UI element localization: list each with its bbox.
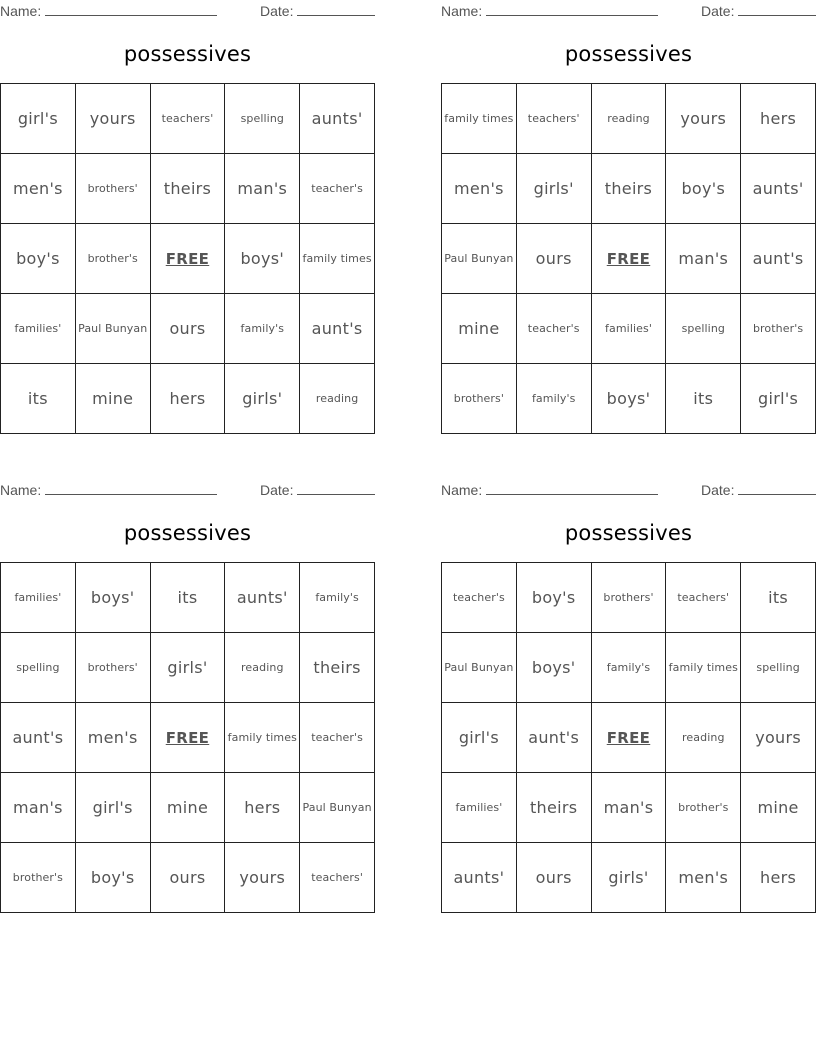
date-blank-line[interactable] — [297, 482, 375, 495]
bingo-cell[interactable]: family's — [300, 563, 375, 633]
bingo-cell[interactable]: its — [666, 364, 741, 434]
bingo-cell[interactable]: man's — [666, 224, 741, 294]
name-date-row — [441, 0, 816, 22]
bingo-cell[interactable]: aunt's — [517, 703, 592, 773]
bingo-cell[interactable]: girl's — [76, 773, 151, 843]
name-field — [441, 482, 658, 498]
bingo-cell[interactable]: hers — [151, 364, 226, 434]
bingo-cell[interactable]: men's — [442, 154, 517, 224]
date-label: Date: — [260, 3, 294, 19]
bingo-cell[interactable]: reading — [592, 84, 667, 154]
bingo-cell[interactable]: ours — [517, 843, 592, 913]
bingo-cell[interactable]: girl's — [741, 364, 816, 434]
bingo-cell[interactable]: ours — [151, 843, 226, 913]
name-label: Name: — [441, 482, 483, 498]
bingo-cell[interactable]: Paul Bunyan — [76, 294, 151, 364]
bingo-cell[interactable]: theirs — [517, 773, 592, 843]
bingo-cell[interactable]: teacher's — [442, 563, 517, 633]
card-title: possessives — [123, 42, 252, 66]
bingo-cell[interactable]: brothers' — [76, 633, 151, 703]
bingo-grid — [0, 83, 375, 434]
bingo-cell[interactable]: teachers' — [300, 843, 375, 913]
date-blank-line[interactable] — [738, 3, 816, 16]
free-space-cell[interactable]: FREE — [151, 224, 226, 294]
bingo-cell[interactable]: family times — [225, 703, 300, 773]
bingo-cell[interactable]: man's — [1, 773, 76, 843]
bingo-cell[interactable]: brother's — [741, 294, 816, 364]
bingo-cell[interactable]: aunt's — [1, 703, 76, 773]
bingo-grid — [441, 562, 816, 913]
bingo-cell[interactable]: teachers' — [666, 563, 741, 633]
bingo-cell[interactable]: ours — [151, 294, 226, 364]
bingo-cell[interactable]: men's — [1, 154, 76, 224]
name-label: Name: — [441, 3, 483, 19]
bingo-cell[interactable]: teacher's — [300, 154, 375, 224]
bingo-cell[interactable]: reading — [225, 633, 300, 703]
bingo-cell[interactable]: mine — [151, 773, 226, 843]
bingo-cell[interactable]: aunt's — [741, 224, 816, 294]
name-field — [0, 482, 217, 498]
name-blank-line[interactable] — [45, 3, 217, 16]
bingo-cell[interactable]: boys' — [517, 633, 592, 703]
bingo-cell[interactable]: spelling — [741, 633, 816, 703]
bingo-cell[interactable]: man's — [225, 154, 300, 224]
bingo-cell[interactable]: hers — [741, 84, 816, 154]
bingo-cell[interactable]: yours — [225, 843, 300, 913]
free-space-cell[interactable]: FREE — [592, 224, 667, 294]
bingo-cell[interactable]: families' — [1, 294, 76, 364]
name-date-row — [0, 479, 375, 501]
bingo-cell[interactable]: girl's — [1, 84, 76, 154]
date-label: Date: — [260, 482, 294, 498]
bingo-cell[interactable]: mine — [76, 364, 151, 434]
bingo-cell[interactable]: girl's — [442, 703, 517, 773]
card-title: possessives — [123, 521, 252, 545]
bingo-cell[interactable]: theirs — [592, 154, 667, 224]
bingo-cell[interactable]: yours — [76, 84, 151, 154]
date-label: Date: — [701, 3, 735, 19]
bingo-cell[interactable]: hers — [225, 773, 300, 843]
bingo-cell[interactable]: spelling — [225, 84, 300, 154]
bingo-cell[interactable]: families' — [592, 294, 667, 364]
name-date-row — [441, 479, 816, 501]
card-title: possessives — [564, 521, 693, 545]
bingo-cell[interactable]: hers — [741, 843, 816, 913]
bingo-cell[interactable]: man's — [592, 773, 667, 843]
name-date-row — [0, 0, 375, 22]
bingo-cell[interactable]: brothers' — [76, 154, 151, 224]
bingo-grid — [441, 83, 816, 434]
bingo-cell[interactable]: family times — [300, 224, 375, 294]
bingo-cell[interactable]: brother's — [666, 773, 741, 843]
bingo-cell[interactable]: aunts' — [741, 154, 816, 224]
bingo-cell[interactable]: its — [741, 563, 816, 633]
bingo-cell[interactable]: girls' — [592, 843, 667, 913]
bingo-cell[interactable]: brother's — [1, 843, 76, 913]
date-field — [701, 3, 816, 19]
card-title: possessives — [564, 42, 693, 66]
date-field — [260, 482, 375, 498]
name-blank-line[interactable] — [486, 482, 658, 495]
bingo-cell[interactable]: boys' — [592, 364, 667, 434]
date-blank-line[interactable] — [738, 482, 816, 495]
bingo-cell[interactable]: boy's — [1, 224, 76, 294]
date-label: Date: — [701, 482, 735, 498]
free-space-cell[interactable]: FREE — [592, 703, 667, 773]
bingo-cell[interactable]: girls' — [517, 154, 592, 224]
bingo-cell[interactable]: aunts' — [225, 563, 300, 633]
bingo-cell[interactable]: reading — [666, 703, 741, 773]
bingo-cell[interactable]: brother's — [76, 224, 151, 294]
bingo-cell[interactable]: theirs — [151, 154, 226, 224]
bingo-cell[interactable]: Paul Bunyan — [300, 773, 375, 843]
name-blank-line[interactable] — [486, 3, 658, 16]
bingo-cell[interactable]: boy's — [76, 843, 151, 913]
bingo-cell[interactable]: spelling — [666, 294, 741, 364]
bingo-cell[interactable]: spelling — [1, 633, 76, 703]
bingo-cell[interactable]: families' — [442, 773, 517, 843]
bingo-cell[interactable]: family's — [517, 364, 592, 434]
bingo-cell[interactable]: boy's — [517, 563, 592, 633]
bingo-cell[interactable]: teacher's — [517, 294, 592, 364]
bingo-cell[interactable]: mine — [741, 773, 816, 843]
bingo-cell[interactable]: girls' — [151, 633, 226, 703]
bingo-cell[interactable]: brothers' — [592, 563, 667, 633]
bingo-cell[interactable]: teachers' — [517, 84, 592, 154]
bingo-grid — [0, 562, 375, 913]
bingo-cell[interactable]: teacher's — [300, 703, 375, 773]
bingo-cell[interactable]: its — [1, 364, 76, 434]
bingo-cell[interactable]: mine — [442, 294, 517, 364]
bingo-cell[interactable]: boy's — [666, 154, 741, 224]
bingo-cell[interactable]: brothers' — [442, 364, 517, 434]
name-field — [441, 3, 658, 19]
bingo-cell[interactable]: yours — [666, 84, 741, 154]
bingo-cell[interactable]: Paul Bunyan — [442, 224, 517, 294]
bingo-cell[interactable]: teachers' — [151, 84, 226, 154]
bingo-cell[interactable]: families' — [1, 563, 76, 633]
bingo-cell[interactable]: yours — [741, 703, 816, 773]
bingo-cell[interactable]: aunts' — [442, 843, 517, 913]
bingo-cell[interactable]: family times — [442, 84, 517, 154]
free-space-cell[interactable]: FREE — [151, 703, 226, 773]
name-field — [0, 3, 217, 19]
bingo-cell[interactable]: its — [151, 563, 226, 633]
bingo-cell[interactable]: men's — [666, 843, 741, 913]
bingo-cell[interactable]: family's — [225, 294, 300, 364]
date-blank-line[interactable] — [297, 3, 375, 16]
bingo-cell[interactable]: girls' — [225, 364, 300, 434]
bingo-cell[interactable]: boys' — [76, 563, 151, 633]
name-blank-line[interactable] — [45, 482, 217, 495]
bingo-cell[interactable]: ours — [517, 224, 592, 294]
bingo-cell[interactable]: boys' — [225, 224, 300, 294]
bingo-cell[interactable]: theirs — [300, 633, 375, 703]
bingo-cell[interactable]: men's — [76, 703, 151, 773]
date-field — [260, 3, 375, 19]
name-label: Name: — [0, 3, 42, 19]
bingo-cell[interactable]: family times — [666, 633, 741, 703]
bingo-cell[interactable]: Paul Bunyan — [442, 633, 517, 703]
bingo-cell[interactable]: family's — [592, 633, 667, 703]
bingo-cell[interactable]: aunt's — [300, 294, 375, 364]
date-field — [701, 482, 816, 498]
bingo-cell[interactable]: aunts' — [300, 84, 375, 154]
name-label: Name: — [0, 482, 42, 498]
bingo-cell[interactable]: reading — [300, 364, 375, 434]
